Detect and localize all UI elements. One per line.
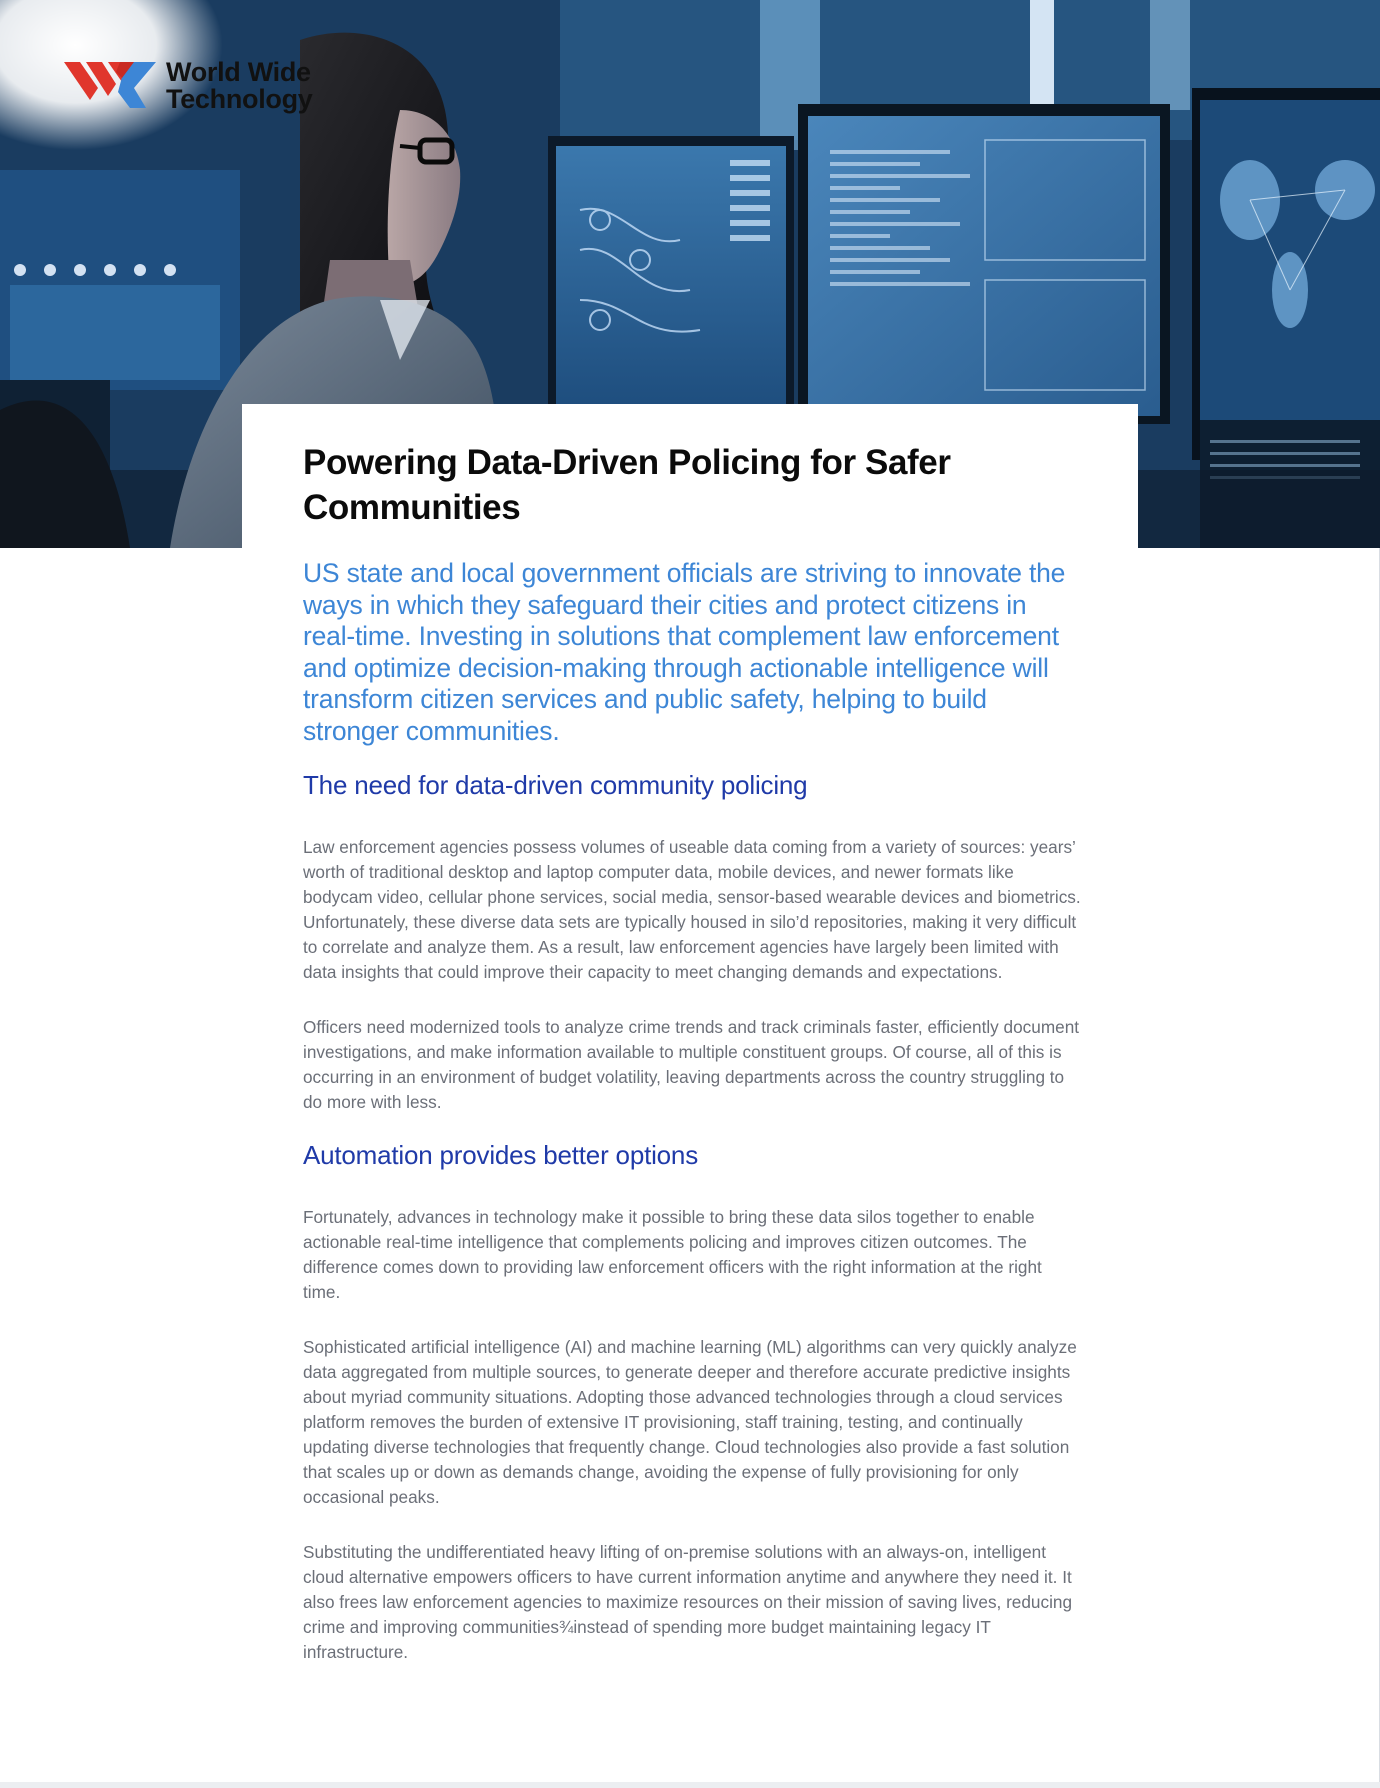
section-heading-need: The need for data-driven community policing <box>303 770 808 800</box>
wwt-logo-mark-icon <box>64 58 158 114</box>
body-paragraph: Substituting the undifferentiated heavy lifting of on-premise solutions with an always-on, intelligent cloud alternative empowers officers to have current information anytime and anywhere they need it. It also frees law enforcement agencies to maximize resources on their mission of saving lives, reducing crime and improving communities¾instead of spending more budget maintaining legacy IT infrastructure. <box>303 1542 1073 1662</box>
lead-paragraph: US state and local government officials are striving to innovate the ways in which they safeguard their cities and protect citizens in real-time. Investing in solutions that complement law enforcement and optimize decision-making through actionable intelligence will transform citizen services and public safety, helping to build stronger communities. <box>303 558 1066 746</box>
logo-wordmark <box>166 59 313 113</box>
logo-line-2: Technology <box>166 84 313 114</box>
logo-line-1: World Wide <box>166 57 311 87</box>
body-paragraph: Officers need modernized tools to analyze crime trends and track criminals faster, efficiently document investigations, and make information available to multiple constituent groups. Of course, all of this is occurring in an environment of budget volatility, leaving departments across the country struggling to do more with less. <box>303 1017 1080 1112</box>
page-bottom-band <box>0 1782 1380 1788</box>
body-paragraph: Fortunately, advances in technology make it possible to bring these data silos together to enable actionable real-time intelligence that complements policing and improves citizen outcomes. The difference comes down to providing law enforcement officers with the right information at the right time. <box>303 1207 1042 1302</box>
body-paragraph: Sophisticated artificial intelligence (AI) and machine learning (ML) algorithms can very quickly analyze data aggregated from multiple sources, to generate deeper and therefore accurate predictive insights about myriad community situations. Adopting those advanced technologies through a cloud services platform removes the burden of extensive IT provisioning, staff training, testing, and continually updating diverse technologies that frequently change. Cloud technologies also provide a fast solution that scales up or down as demands change, avoiding the expense of fully provisioning for only occasional peaks. <box>303 1337 1077 1507</box>
company-logo[interactable] <box>64 58 313 114</box>
body-paragraph: Law enforcement agencies possess volumes of useable data coming from a variety of sources: years’ worth of traditional desktop and laptop computer data, mobile devices, and newer formats like bodycam video, cellular phone services, social media, sensor-based wearable devices and biometrics. Unfortunately, these diverse data sets are typically housed in silo’d repositories, making it very difficult to correlate and analyze them. As a result, law enforcement agencies have largely been limited with data insights that could improve their capacity to meet changing demands and expectations. <box>303 837 1081 982</box>
section-heading-automation: Automation provides better options <box>303 1140 698 1170</box>
page-title: Powering Data-Driven Policing for Safer Communities <box>303 443 951 527</box>
main-content <box>303 440 1083 1665</box>
